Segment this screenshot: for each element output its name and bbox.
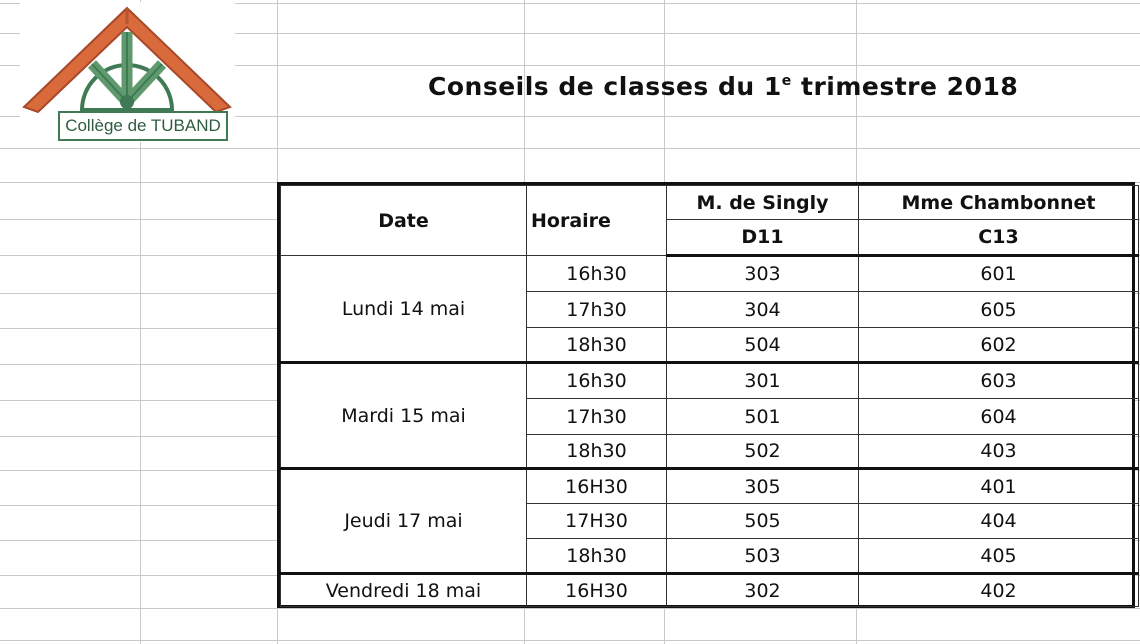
- day-label: Mardi 15 mai: [281, 363, 527, 469]
- time-cell: 17h30: [527, 292, 667, 328]
- class-cell: 604: [859, 399, 1139, 435]
- header-room-1: D11: [667, 220, 859, 256]
- header-teacher-2: Mme Chambonnet: [859, 186, 1139, 220]
- header-date: Date: [281, 186, 527, 256]
- time-cell: 17h30: [527, 399, 667, 435]
- time-cell: 16h30: [527, 363, 667, 399]
- class-cell: 503: [667, 539, 859, 574]
- class-cell: 304: [667, 292, 859, 328]
- logo-plate: Collège de TUBAND: [58, 111, 228, 141]
- day-label: Vendredi 18 mai: [281, 574, 527, 607]
- time-cell: 17H30: [527, 504, 667, 539]
- class-cell: 302: [667, 574, 859, 607]
- time-cell: 16h30: [527, 256, 667, 292]
- class-cell: 602: [859, 328, 1139, 363]
- title-superscript: e: [781, 73, 792, 89]
- time-cell: 16H30: [527, 574, 667, 607]
- class-cell: 504: [667, 328, 859, 363]
- title-main: Conseils de classes du 1: [428, 72, 782, 101]
- class-cell: 501: [667, 399, 859, 435]
- class-cell: 505: [667, 504, 859, 539]
- college-logo: [20, 2, 235, 142]
- header-teacher-1: M. de Singly: [667, 186, 859, 220]
- page-title: [428, 72, 1028, 112]
- class-cell: 401: [859, 469, 1139, 504]
- day-label: Jeudi 17 mai: [281, 469, 527, 574]
- time-cell: 18h30: [527, 435, 667, 469]
- time-cell: 16H30: [527, 469, 667, 504]
- class-cell: 601: [859, 256, 1139, 292]
- time-cell: 18h30: [527, 539, 667, 574]
- class-cell: 404: [859, 504, 1139, 539]
- class-cell: 605: [859, 292, 1139, 328]
- class-cell: 603: [859, 363, 1139, 399]
- class-cell: 405: [859, 539, 1139, 574]
- header-horaire: Horaire: [527, 186, 667, 256]
- class-cell: 502: [667, 435, 859, 469]
- class-cell: 301: [667, 363, 859, 399]
- class-cell: 402: [859, 574, 1139, 607]
- class-cell: 305: [667, 469, 859, 504]
- header-room-2: C13: [859, 220, 1139, 256]
- class-cell: 403: [859, 435, 1139, 469]
- title-rest: trimestre 2018: [791, 72, 1019, 101]
- time-cell: 18h30: [527, 328, 667, 363]
- schedule-table: [277, 182, 1135, 608]
- class-cell: 303: [667, 256, 859, 292]
- day-label: Lundi 14 mai: [281, 256, 527, 363]
